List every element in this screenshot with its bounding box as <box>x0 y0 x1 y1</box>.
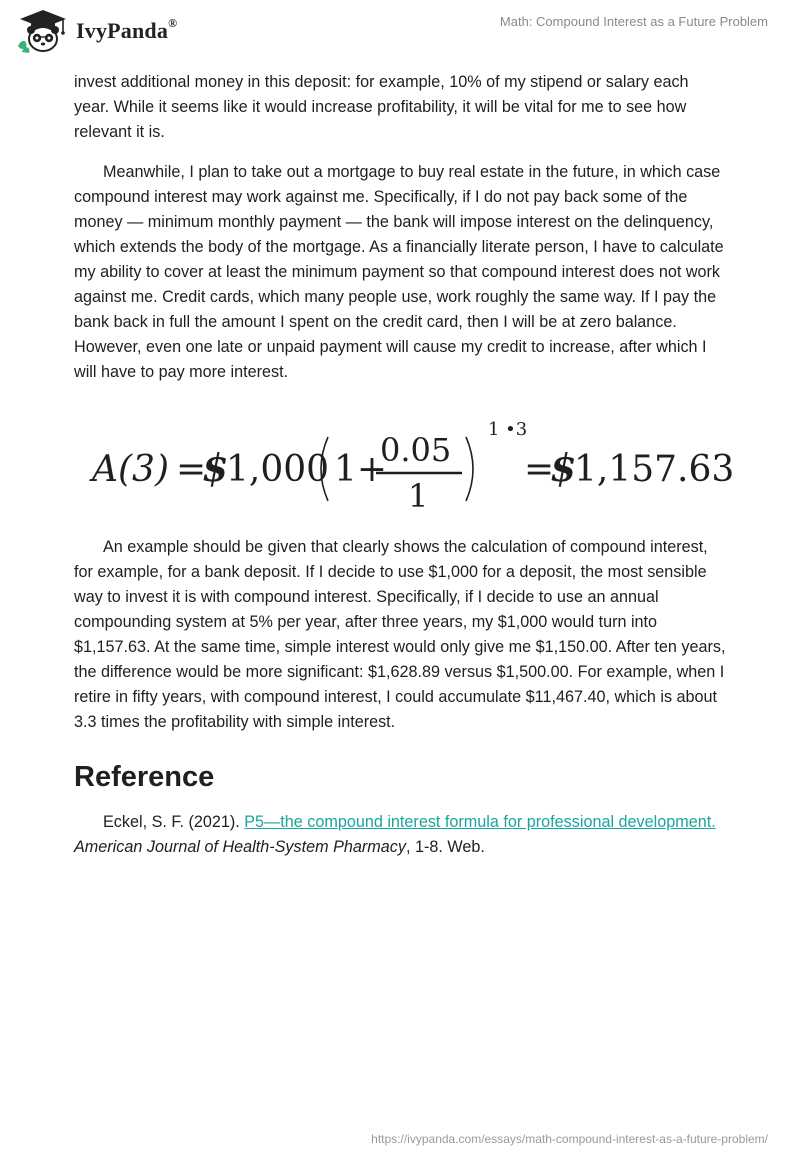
formula-equals-1: = <box>176 449 207 490</box>
formula-dollar-2: $ <box>550 445 577 490</box>
reference-author: Eckel, S. F. (2021). <box>103 813 245 831</box>
paragraph-continued: invest additional money in this deposit: for example, 10% of my stipend or salary each year. While it seems like it would increase profitability, it will be vital for me to see how relevant it is. <box>74 73 689 141</box>
page-header <box>0 0 800 60</box>
document-title: Math: Compound Interest as a Future Problem <box>499 14 768 29</box>
formula-result: 1,157.63 <box>574 449 735 490</box>
brand-name: IvyPanda® <box>76 16 178 43</box>
compound-interest-formula <box>74 405 735 523</box>
ivypanda-logo[interactable] <box>14 8 177 54</box>
reference-tail: , 1-8. Web. <box>405 838 485 856</box>
reference-link[interactable]: P5—the compound interest formula for professional development. <box>244 813 716 831</box>
formula-dollar-1: $ <box>202 445 229 490</box>
panda-graduate-icon <box>14 8 72 54</box>
paragraph-example: An example should be given that clearly shows the calculation of compound interest, for example, for a bank deposit. If I decide to use $1,000 for a deposit, the most sensible way to invest it is with compound interest. Specifically, if I decide to use an annual compounding system at 5% per year, after three years, my $1,000 would turn into $1,157.63. At the same time, simple interest would only give me $1,150.00. After ten years, the difference would be more significant: $1,628.89 versus $1,500.00. For example, when I retire in fifty years, with compound interest, I could accumulate $11,467.40, which is about 3.3 times the profitability with simple interest. <box>74 538 726 731</box>
formula-equals-2: = <box>524 449 555 490</box>
essay-content <box>74 70 735 860</box>
formula-numerator: 0.05 <box>380 431 452 469</box>
paragraph-mortgage: Meanwhile, I plan to take out a mortgage to buy real estate in the future, in which case compound interest may work against me. Specifically, if I do not pay back some of the money — minimum monthly payment — the bank will impose interest on the delinquency, which extends the body of the mortgage. As a financially literate person, I have to calculate my ability to cover at least the minimum payment so that compound interest does not work against me. Credit cards, which many people use, work roughly the same way. If I pay the bank back in full the amount I spent on the credit card, then I will be at zero balance. However, even one late or unpaid payment will cause my credit to increase, after which I will have to pay more interest. <box>74 163 724 381</box>
formula-principal: 1,000 <box>226 449 330 490</box>
reference-journal: American Journal of Health-System Pharmacy <box>74 838 406 856</box>
formula-graphic <box>90 405 735 523</box>
formula-lhs: A(3) <box>92 449 169 490</box>
formula-one-plus: 1+ <box>334 449 388 490</box>
reference-heading: Reference <box>74 761 215 793</box>
reference-entry <box>74 810 726 860</box>
formula-denominator: 1 <box>408 477 429 515</box>
formula-exponent: 1 •3 <box>488 419 528 440</box>
footer-url[interactable]: https://ivypanda.com/essays/math-compound-interest-as-a-future-problem/ <box>371 1132 768 1146</box>
